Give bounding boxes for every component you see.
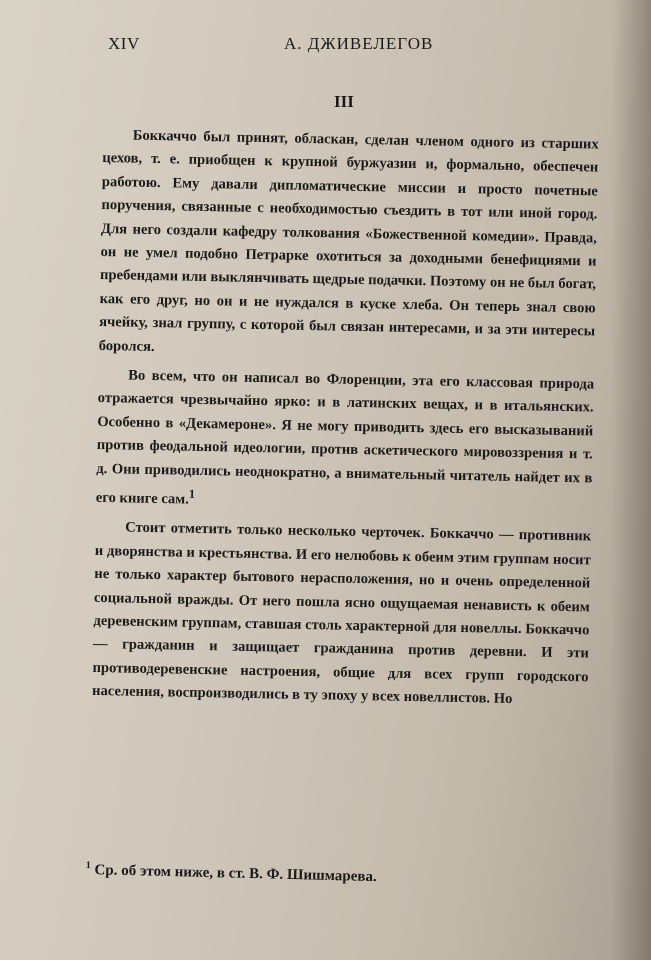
paragraph-2-text: Во всем, что он написал во Флоренции, эта его классовая природа отражается чрезвычайно ярко: и в латинских вещах, и в итальянских. Особенно в «Декамероне». Я не могу приводить здесь его высказываний против феодальной идеологии, против аскетического мировоззрения и т. д. Они приводились неоднократно, а внимательный читатель найдет их в его книге сам. [95,367,595,508]
paragraph-1: Боккаччо был принят, обласкан, сделан членом одного из старших цехов, т. е. приобщен к крупной буржуазии и, формально, обеспечен работою. Ему давали дипломатические миссии и просто почетные поручения, связанные с необходимостью съездить в тот или иной город. Для него создали кафедру толкования «Божественной комедии». Правда, он не умел подобно Петрарке охотиться за доходными бенефициями и пребендами или выклянчивать щедрые подачки. Поэтому он не был богат, как его друг, но он и не нуждался в куске хлеба. Он теперь знал свою ячейку, знал группу, с которой был связан интересами, и за эти интересы боролся. [98,127,599,355]
running-header-author: А. ДЖИВЕЛЕГОВ [284,34,434,53]
footnote [86,860,556,890]
paragraph-2 [96,364,595,520]
body-text [92,124,599,719]
page-number: XIV [108,34,140,53]
footnote-marker: 1 [85,860,91,872]
paragraph-3: Стоит отметить только несколько черточек. Боккаччо — противник и дворянства и крестьянства. И его нелюбовь к обеим этим группам носит не только характер бытового нерасположения, но и очень определенной социальной вражды. От него пошла ясно ощущаемая ненависть к обеим деревенским группам, ставшая столь характерной для новеллы. Боккаччо — гражданин и защищает гражданина против деревни. И эти противодеревенские настроения, общие для всех групп городского населения, воспроизводились в ту эпоху у всех новеллистов. Но [91,519,592,708]
section-number: III [334,92,354,111]
page-gutter-shadow [611,0,651,960]
footnote-reference: 1 [188,486,196,501]
footnote-text: Ср. об этом ниже, в ст. В. Ф. Шишмарева. [94,862,377,886]
